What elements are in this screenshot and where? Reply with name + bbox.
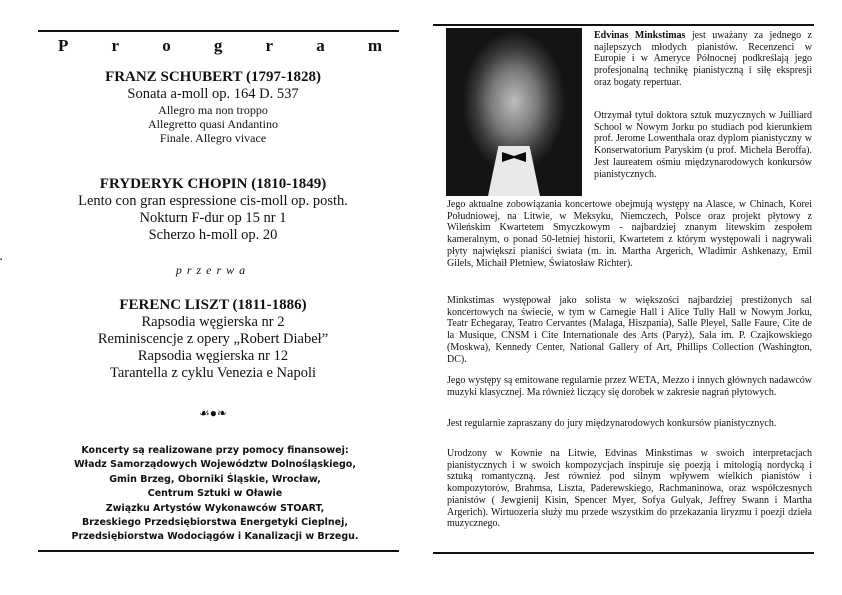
- bio-paragraph: Jego występy są emitowane regularnie przez WETA, Mezzo i innych głównych nadawców muzyki klasycznej. Ma również liczący się dorobek w zakresie nagrań płytowych.: [447, 375, 812, 398]
- pianist-name: Edvinas Minkstimas: [594, 30, 686, 41]
- work-title: Scherzo h-moll op. 20: [148, 227, 278, 243]
- title-letter: a: [316, 36, 325, 55]
- title-letter: m: [367, 36, 382, 55]
- funders-line: Związku Artystów Wykonawców STOART,: [105, 502, 325, 514]
- movement: Allegretto quasi Andantino: [148, 117, 278, 131]
- funders-line: Centrum Sztuki w Oławie: [147, 488, 283, 500]
- funders-line: Brzeskiego Przedsiębiorstwa Energetyki Cieplnej,: [82, 517, 348, 529]
- top-rule-left: [38, 30, 399, 32]
- movement: Allegro ma non troppo: [158, 103, 268, 117]
- work-title: Sonata a-moll op. 164 D. 537: [127, 86, 299, 102]
- bio-paragraph: Urodzony w Kownie na Litwie, Edvinas Minkstimas w swoich interpretacjach pianistycznych i w swoich kompozycjach inspiruje się poezją i mitologią nordycką i sztuką romantyczną. Jest również pod silnym wpływem wielkich pianistów i kompozytorów, Brahmsa, Liszta, Paderewskiego, Rachmaninowa, oraz współczesnych pianistów ( Jewgienij Kisin, Spencer Myer, Sofya Gulyak, Jeffrey Swann i Martha Argerich). Wirtuozeria służy mu przede wszystkim do przekazania liryzmu i poezji dzieła muzycznego.: [447, 448, 812, 530]
- work-title: Rapsodia węgierska nr 12: [137, 348, 289, 364]
- chopin-section: [38, 175, 388, 244]
- composer-heading: FRANZ SCHUBERT (1797-1828): [105, 69, 321, 85]
- liszt-section: [38, 296, 388, 382]
- movement: Finale. Allegro vivace: [159, 131, 267, 145]
- bottom-rule-left: [38, 550, 399, 552]
- margin-dot: ▪: [0, 257, 3, 263]
- work-title: Reminiscencje z opery „Robert Diabeł”: [97, 331, 329, 347]
- bio-paragraph: Jego aktualne zobowiązania koncertowe obejmują występy na Alasce, w Chinach, Korei Południowej, na Litwie, w Meksyku, Niemczech, Polsce oraz projekt płytowy z Wileńskim Kwartetem Smyczkowym - najbardziej znanym litewskim zespołem kameralnym, o ponad 50-letniej historii, Kwartetem z którym występowali i nagrywali płyty największi pianiści świata (m. in. Martha Argerich, Wladimir Ashkenazy, Emil Gilels, Michaił Pletniew, Światosław Richter).: [447, 199, 812, 269]
- bottom-rule-right: [433, 552, 814, 554]
- title-letter: g: [213, 36, 223, 55]
- bio-paragraph: [594, 30, 812, 89]
- bio-paragraph: Otrzymał tytuł doktora sztuk muzycznych w Juilliard School w Nowym Jorku po studiach pod kierunkiem prof. Jerome Lowenthala oraz dyplom pianistyczny w Konserwatorium Paryskim (u prof. Michela Beroffa). Jest laureatem ośmiu międzynarodowych konkursów pianistycznych.: [594, 110, 812, 180]
- funders-line: Koncerty są realizowane przy pomocy finansowej:: [81, 445, 349, 456]
- ornament-icon: ☙●❧: [198, 406, 228, 420]
- composer-heading: FRYDERYK CHOPIN (1810-1849): [99, 176, 327, 192]
- work-title: Rapsodia węgierska nr 2: [141, 314, 285, 330]
- work-title: Nokturn F-dur op 15 nr 1: [139, 210, 287, 226]
- title-letter: o: [162, 36, 171, 55]
- schubert-section: [38, 68, 388, 145]
- bio-paragraph: Jest regularnie zapraszany do jury międzynarodowych konkursów pianistycznych.: [447, 418, 777, 429]
- funders-line: Przedsiębiorstwa Wodociągów i Kanalizacji w Brzegu.: [71, 531, 359, 543]
- bio-paragraph: Minkstimas występował jako solista w większości najbardziej prestiżonych sal koncertowych na świecie, w tym w Carnegie Hall i Alice Tully Hall w Nowym Jorku, Teatr Echegaray, Teatro Cervantes (Malaga, Hiszpania), Salle Pleyel, Salle Faure, Cite de la Musique, CNSM i Cite Internationale des Arts (Paryż), Sala im. P. Czajkowskiego (Moskwa), Kennedy Center, National Gallery of Art, Phillips Collection (Washington, DC).: [447, 295, 812, 365]
- title-letter: P: [58, 36, 69, 55]
- funders-block: [40, 444, 390, 545]
- shirt-shape: [488, 146, 540, 196]
- work-title: Lento con gran espressione cis-moll op. posth.: [78, 193, 348, 209]
- program-title: [58, 36, 382, 56]
- title-letter: r: [265, 36, 274, 55]
- intermission-label: przerwa: [175, 263, 251, 277]
- title-letter: r: [111, 36, 120, 55]
- pianist-photo: [446, 28, 582, 196]
- composer-heading: FERENC LISZT (1811-1886): [119, 297, 307, 313]
- funders-line: Gmin Brzeg, Oborniki Śląskie, Wrocław,: [109, 473, 321, 485]
- work-title: Tarantella z cyklu Venezia e Napoli: [109, 365, 317, 381]
- bio-text: jest uważany za jednego z najlepszych młodych pianistów. Recenzenci w Europie i w Ameryce Północnej podkreślają jego profesjonalną technikę pianistyczną i siłę ekspresji oraz bogaty repertuar.: [594, 30, 812, 88]
- top-rule-right: [433, 24, 814, 26]
- funders-line: Władz Samorządowych Województw Dolnośląskiego,: [74, 459, 356, 471]
